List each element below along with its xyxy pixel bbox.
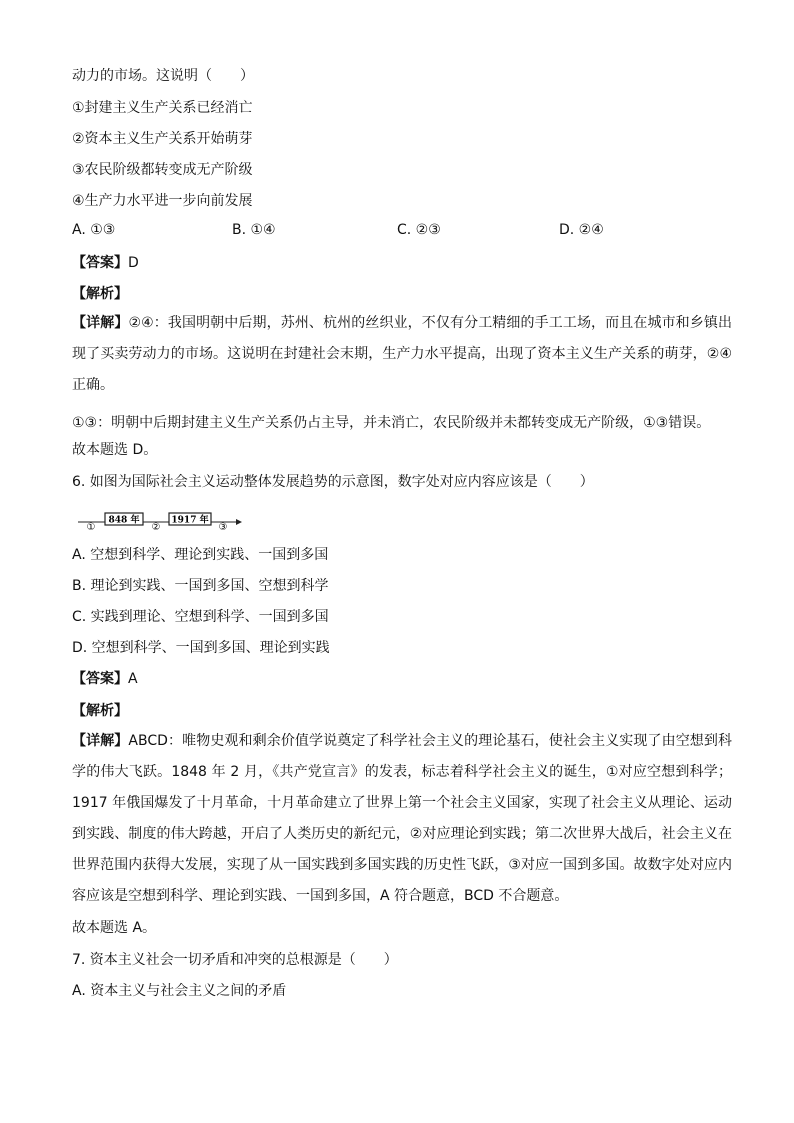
marker-2: ② xyxy=(151,522,161,532)
q5-stem-continuation: 动力的市场。这说明（ ） xyxy=(72,68,254,84)
analysis-tag: 【解析】 xyxy=(72,703,128,719)
q6-option-a: A. 空想到科学、理论到实践、一国到多国 xyxy=(72,547,329,563)
q5-detail-2: ①③：明朝中后期封建主义生产关系仍占主导，并未消亡，农民阶级并未都转变成无产阶级，①③错误。 xyxy=(72,415,711,431)
q6-conclusion: 故本题选 A。 xyxy=(72,920,157,936)
detail-text: ABCD：唯物史观和剩余价值学说奠定了科学社会主义的理论基石，使社会主义实现了由空想到科学的伟大飞跃。1848 年 2 月，《共产党宣言》的发表，标志着科学社会主义的诞生，①对应空想到科学；1917 年俄国爆发了十月革命，十月革命建立了世界上第一个社会主义国家，实现了社会主义从理论、运动到实践、制度的伟大跨越，开启了人类历史的新纪元，②对应理论到实践；第二次世界大战后，社会主义在世界范围内获得大发展，实现了从一国实践到多国实践的历史性飞跃，③对应一国到多国。故数字处对应内容应该是空想到科学、理论到实践、一国到多国，A 符合题意，BCD 不合题意。 xyxy=(72,733,733,904)
q7-option-a: A. 资本主义与社会主义之间的矛盾 xyxy=(72,983,287,999)
answer-tag: 【答案】 xyxy=(72,671,128,687)
analysis-tag: 【解析】 xyxy=(72,286,128,302)
q5-option-c: C. ②③ xyxy=(397,222,441,238)
arrow-head-icon xyxy=(236,519,242,525)
q6-option-c: C. 实践到理论、空想到科学、一国到多国 xyxy=(72,609,329,625)
q5-option-b: B. ①④ xyxy=(232,222,276,238)
marker-1: ① xyxy=(86,522,96,532)
q5-answer xyxy=(72,253,139,273)
q5-item-3: ③农民阶级都转变成无产阶级 xyxy=(72,162,253,178)
detail-text: ②④：我国明朝中后期，苏州、杭州的丝织业，不仅有分工精细的手工工场，而且在城市和乡镇出现了买卖劳动力的市场。这说明在封建社会末期，生产力水平提高，出现了资本主义生产关系的萌芽，②④正确。 xyxy=(72,315,733,393)
q5-options xyxy=(72,222,732,242)
q6-option-d: D. 空想到科学、一国到多国、理论到实践 xyxy=(72,640,330,656)
marker-3: ③ xyxy=(218,522,228,532)
detail-tag: 【详解】 xyxy=(72,315,129,331)
q7-stem: 7. 资本主义社会一切矛盾和冲突的总根源是（ ） xyxy=(72,952,398,968)
answer-tag: 【答案】 xyxy=(72,255,128,271)
answer-value: A xyxy=(128,671,138,687)
q5-conclusion: 故本题选 D。 xyxy=(72,442,158,458)
year-label-1917: 1917 年 xyxy=(171,515,209,526)
development-trend-diagram xyxy=(76,508,246,532)
answer-value: D xyxy=(128,255,139,271)
q5-item-4: ④生产力水平进一步向前发展 xyxy=(72,193,253,209)
q5-option-a: A. ①③ xyxy=(72,222,116,238)
q6-answer xyxy=(72,669,138,689)
q5-item-1: ①封建主义生产关系已经消亡 xyxy=(72,100,253,116)
q5-option-d: D. ②④ xyxy=(559,222,604,238)
detail-tag: 【详解】 xyxy=(72,733,129,749)
q5-analysis-tag xyxy=(72,284,128,304)
q6-analysis-tag xyxy=(72,701,128,721)
q6-detail xyxy=(72,726,732,912)
q6-option-b: B. 理论到实践、一国到多国、空想到科学 xyxy=(72,578,329,594)
year-label-1848: 848 年 xyxy=(108,515,140,526)
q5-detail xyxy=(72,308,732,401)
q5-item-2: ②资本主义生产关系开始萌芽 xyxy=(72,131,253,147)
q6-stem: 6. 如图为国际社会主义运动整体发展趋势的示意图，数字处对应内容应该是（ ） xyxy=(72,474,594,490)
